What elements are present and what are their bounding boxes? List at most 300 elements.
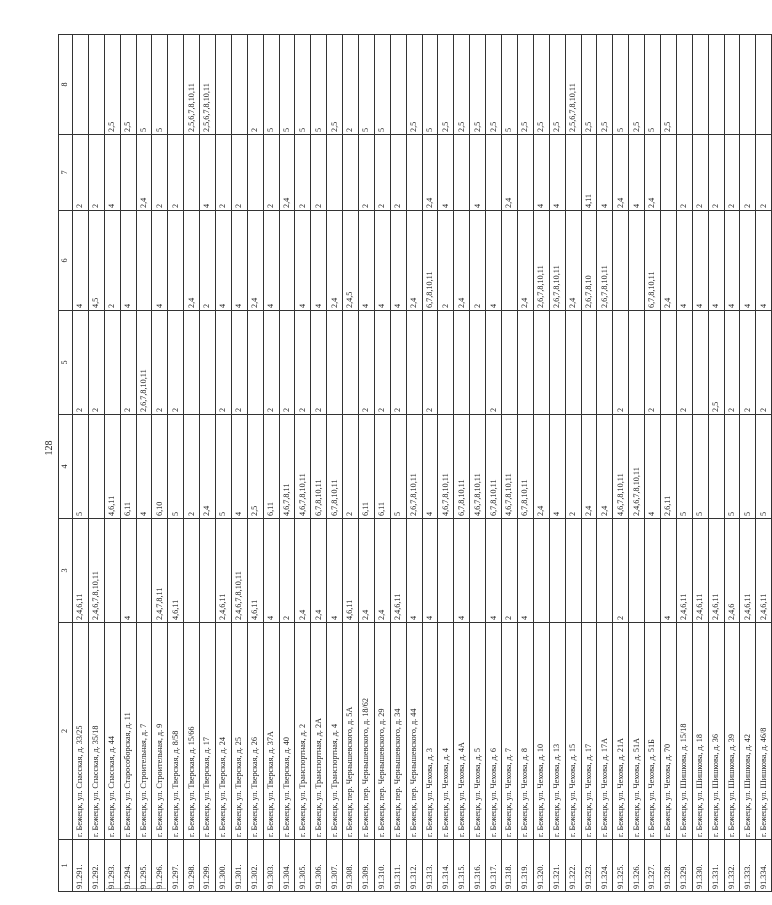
code-cell: 2,4 bbox=[374, 519, 390, 623]
code-cell bbox=[660, 135, 676, 211]
code-cell: 4,6,7,8,10,11 bbox=[613, 415, 629, 519]
code-cell: 2 bbox=[708, 135, 724, 211]
code-cell: 2,4 bbox=[359, 519, 375, 623]
code-cell: 2,5 bbox=[470, 35, 486, 135]
address-cell: г. Бежецк, ул. Шишкова, д. 42 bbox=[740, 623, 756, 840]
row-number-cell: 91.293. bbox=[104, 840, 120, 892]
row-number-cell: 91.292. bbox=[88, 840, 104, 892]
code-cell: 5 bbox=[740, 415, 756, 519]
code-cell bbox=[438, 519, 454, 623]
address-cell: г. Бежецк, ул. Чехова, д. 21А bbox=[613, 623, 629, 840]
code-cell bbox=[724, 35, 740, 135]
code-cell: 2 bbox=[613, 519, 629, 623]
code-cell: 6,7,8,10,11 bbox=[311, 415, 327, 519]
code-cell: 4 bbox=[120, 211, 136, 311]
code-cell bbox=[565, 519, 581, 623]
code-cell: 2 bbox=[756, 135, 772, 211]
address-cell: г. Бежецк, ул. Спасская, д. 33/25 bbox=[73, 623, 89, 840]
code-cell: 2 bbox=[88, 311, 104, 415]
code-cell: 2,4,6,11 bbox=[708, 519, 724, 623]
code-cell: 2,4,6,11 bbox=[756, 519, 772, 623]
row-number-cell: 91.300. bbox=[216, 840, 232, 892]
code-cell bbox=[533, 519, 549, 623]
code-cell: 2,4,6,11 bbox=[216, 519, 232, 623]
code-cell: 2 bbox=[88, 135, 104, 211]
code-cell: 6,7,8,10,11 bbox=[517, 415, 533, 519]
code-cell: 2 bbox=[231, 135, 247, 211]
code-cell bbox=[406, 135, 422, 211]
address-cell: г. Бежецк, ул. Тверская, д. 24 bbox=[216, 623, 232, 840]
code-cell: 4 bbox=[327, 519, 343, 623]
row-number-cell: 91.316. bbox=[470, 840, 486, 892]
table-row bbox=[104, 35, 120, 892]
code-cell bbox=[629, 519, 645, 623]
table-row bbox=[231, 35, 247, 892]
row-number-cell: 91.318. bbox=[502, 840, 518, 892]
code-cell: 2,4,5 bbox=[343, 211, 359, 311]
code-cell: 2 bbox=[216, 135, 232, 211]
row-number-cell: 91.327. bbox=[645, 840, 661, 892]
code-cell bbox=[740, 35, 756, 135]
code-cell: 6,10 bbox=[152, 415, 168, 519]
code-cell: 4 bbox=[231, 211, 247, 311]
code-cell: 2 bbox=[359, 135, 375, 211]
row-number-cell: 91.303. bbox=[263, 840, 279, 892]
row-number-cell: 91.331. bbox=[708, 840, 724, 892]
address-cell: г. Бежецк, ул. Чехова, д. 70 bbox=[660, 623, 676, 840]
code-cell: 2,4 bbox=[422, 135, 438, 211]
address-cell: г. Бежецк, ул. Чехова, д. 4А bbox=[454, 623, 470, 840]
code-cell bbox=[279, 211, 295, 311]
column-number-cell: 6 bbox=[59, 211, 73, 311]
table-row bbox=[629, 35, 645, 892]
code-cell bbox=[581, 311, 597, 415]
address-cell: г. Бежецк, ул. Спасская, д. 44 bbox=[104, 623, 120, 840]
address-cell: г. Бежецк, ул. Старособорская, д. 11 bbox=[120, 623, 136, 840]
code-cell: 2,5 bbox=[438, 35, 454, 135]
code-cell: 2,4 bbox=[200, 415, 216, 519]
address-cell: г. Бежецк, ул. Строительная, д. 7 bbox=[136, 623, 152, 840]
table-row bbox=[152, 35, 168, 892]
code-cell bbox=[533, 311, 549, 415]
code-cell: 2,4 bbox=[533, 415, 549, 519]
code-cell: 4,6,7,8,11 bbox=[279, 415, 295, 519]
table-row bbox=[438, 35, 454, 892]
row-number-cell: 91.329. bbox=[676, 840, 692, 892]
code-cell: 2,4 bbox=[311, 519, 327, 623]
address-cell: г. Бежецк, пер. Чернышевского, д. 5А bbox=[343, 623, 359, 840]
table-row bbox=[486, 35, 502, 892]
code-cell: 2 bbox=[279, 311, 295, 415]
row-number-cell: 91.317. bbox=[486, 840, 502, 892]
code-cell bbox=[692, 311, 708, 415]
code-cell: 5 bbox=[502, 35, 518, 135]
address-cell: г. Бежецк, ул. Чехова, д. 17А bbox=[597, 623, 613, 840]
code-cell bbox=[343, 135, 359, 211]
code-cell: 4 bbox=[104, 135, 120, 211]
code-cell: 2,5 bbox=[629, 35, 645, 135]
code-cell: 2 bbox=[740, 135, 756, 211]
code-cell: 2,4 bbox=[327, 211, 343, 311]
table-row bbox=[470, 35, 486, 892]
code-cell: 5 bbox=[152, 35, 168, 135]
code-cell: 2,4 bbox=[184, 211, 200, 311]
code-cell: 2 bbox=[216, 311, 232, 415]
table-row bbox=[533, 35, 549, 892]
code-cell: 4 bbox=[533, 135, 549, 211]
code-cell: 2 bbox=[184, 415, 200, 519]
code-cell: 6,7,8,10,11 bbox=[486, 415, 502, 519]
code-cell: 2 bbox=[200, 211, 216, 311]
code-cell bbox=[517, 311, 533, 415]
table-row bbox=[73, 35, 89, 892]
code-cell: 4 bbox=[629, 135, 645, 211]
code-cell: 2 bbox=[724, 135, 740, 211]
address-cell: г. Бежецк, пер. Чернышевского, д. 18/62 bbox=[359, 623, 375, 840]
code-cell: 4 bbox=[756, 211, 772, 311]
code-cell: 4,6,7,8,10,11 bbox=[438, 415, 454, 519]
address-cell: г. Бежецк, ул. Шишкова, д. 18 bbox=[692, 623, 708, 840]
table-row bbox=[740, 35, 756, 892]
code-cell: 4 bbox=[231, 415, 247, 519]
column-number-cell: 2 bbox=[59, 623, 73, 840]
code-cell: 4 bbox=[740, 211, 756, 311]
code-cell: 2 bbox=[104, 211, 120, 311]
code-cell bbox=[502, 211, 518, 311]
code-cell bbox=[581, 519, 597, 623]
code-cell: 4 bbox=[390, 211, 406, 311]
code-cell: 5 bbox=[390, 415, 406, 519]
table-row bbox=[597, 35, 613, 892]
code-cell: 4,11 bbox=[581, 135, 597, 211]
code-cell: 4 bbox=[549, 135, 565, 211]
code-cell bbox=[692, 35, 708, 135]
address-cell: г. Бежецк, ул. Чехова, д. 17 bbox=[581, 623, 597, 840]
code-cell: 2 bbox=[756, 311, 772, 415]
table-row bbox=[692, 35, 708, 892]
address-cell: г. Бежецк, ул. Спасская, д. 35/18 bbox=[88, 623, 104, 840]
code-cell bbox=[454, 135, 470, 211]
column-number-cell: 5 bbox=[59, 311, 73, 415]
address-cell: г. Бежецк, ул. Тверская, д. 8/58 bbox=[168, 623, 184, 840]
row-number-cell: 91.302. bbox=[247, 840, 263, 892]
code-cell: 2,5 bbox=[597, 35, 613, 135]
table-row bbox=[390, 35, 406, 892]
code-cell: 2 bbox=[343, 415, 359, 519]
address-cell: г. Бежецк, ул. Тверская, д. 26 bbox=[247, 623, 263, 840]
code-cell: 2,4,6,11 bbox=[692, 519, 708, 623]
row-number-cell: 91.313. bbox=[422, 840, 438, 892]
code-cell: 2 bbox=[374, 135, 390, 211]
code-cell: 2 bbox=[359, 311, 375, 415]
code-cell bbox=[549, 519, 565, 623]
address-cell: г. Бежецк, ул. Тверская, д. 17 bbox=[200, 623, 216, 840]
row-number-cell: 91.314. bbox=[438, 840, 454, 892]
table-row bbox=[184, 35, 200, 892]
table-row bbox=[295, 35, 311, 892]
address-cell: г. Бежецк, ул. Шишкова, д. 39 bbox=[724, 623, 740, 840]
code-cell: 6,7,8,10,11 bbox=[327, 415, 343, 519]
row-number-cell: 91.301. bbox=[231, 840, 247, 892]
row-number-cell: 91.304. bbox=[279, 840, 295, 892]
row-number-cell: 91.291. bbox=[73, 840, 89, 892]
code-cell: 2,4,6,7,8,10,11 bbox=[629, 415, 645, 519]
code-cell: 2,5,6,7,8,10,11 bbox=[200, 35, 216, 135]
code-cell bbox=[390, 35, 406, 135]
code-cell: 2 bbox=[231, 311, 247, 415]
code-cell: 6,7,8,10,11 bbox=[422, 211, 438, 311]
row-number-cell: 91.324. bbox=[597, 840, 613, 892]
code-cell bbox=[184, 519, 200, 623]
code-cell: 5 bbox=[263, 35, 279, 135]
code-cell: 2 bbox=[295, 135, 311, 211]
code-cell: 4 bbox=[263, 211, 279, 311]
code-cell: 4,6,11 bbox=[104, 415, 120, 519]
code-cell: 4 bbox=[470, 135, 486, 211]
code-cell: 2,5 bbox=[247, 415, 263, 519]
code-cell: 5 bbox=[724, 415, 740, 519]
code-cell: 5 bbox=[311, 35, 327, 135]
code-cell: 4 bbox=[263, 519, 279, 623]
row-number-cell: 91.330. bbox=[692, 840, 708, 892]
code-cell: 2 bbox=[692, 135, 708, 211]
address-cell: г. Бежецк, ул. Тверская, д. 37А bbox=[263, 623, 279, 840]
code-cell: 5 bbox=[613, 35, 629, 135]
code-cell: 2 bbox=[263, 135, 279, 211]
code-cell: 2,4 bbox=[295, 519, 311, 623]
table-row bbox=[724, 35, 740, 892]
row-number-cell: 91.307. bbox=[327, 840, 343, 892]
address-cell: г. Бежецк, ул. Чехова, д. 10 bbox=[533, 623, 549, 840]
row-number-cell: 91.312. bbox=[406, 840, 422, 892]
code-cell: 2 bbox=[645, 311, 661, 415]
code-cell: 5 bbox=[359, 35, 375, 135]
table-row bbox=[311, 35, 327, 892]
code-cell: 4 bbox=[676, 211, 692, 311]
code-cell bbox=[184, 135, 200, 211]
code-cell: 2,6,7,8,10,11 bbox=[549, 211, 565, 311]
code-cell bbox=[486, 135, 502, 211]
address-cell: г. Бежецк, ул. Чехова, д. 3 bbox=[422, 623, 438, 840]
code-cell: 4 bbox=[517, 519, 533, 623]
code-cell bbox=[247, 311, 263, 415]
address-cell: г. Бежецк, ул. Шишкова, д. 46/8 bbox=[756, 623, 772, 840]
code-cell: 2,5 bbox=[533, 35, 549, 135]
code-cell bbox=[168, 35, 184, 135]
code-cell: 2,4 bbox=[517, 211, 533, 311]
code-cell: 4,5 bbox=[88, 211, 104, 311]
address-cell: г. Бежецк, ул. Чехова, д. 8 bbox=[517, 623, 533, 840]
address-cell: г. Бежецк, пер. Чернышевского, д. 34 bbox=[390, 623, 406, 840]
table-row bbox=[216, 35, 232, 892]
table-row bbox=[374, 35, 390, 892]
code-cell: 4 bbox=[645, 415, 661, 519]
code-cell: 4 bbox=[422, 415, 438, 519]
table-body bbox=[73, 35, 772, 892]
code-cell: 6,11 bbox=[120, 415, 136, 519]
page-number: 128 bbox=[44, 440, 55, 456]
code-cell: 2 bbox=[295, 311, 311, 415]
code-cell: 5 bbox=[136, 35, 152, 135]
code-cell: 5 bbox=[216, 415, 232, 519]
code-cell: 2,4,6,11 bbox=[740, 519, 756, 623]
code-cell: 4 bbox=[73, 211, 89, 311]
address-cell: г. Бежецк, ул. Чехова, д. 13 bbox=[549, 623, 565, 840]
code-cell bbox=[438, 311, 454, 415]
code-cell: 2,4 bbox=[597, 415, 613, 519]
row-number-cell: 91.315. bbox=[454, 840, 470, 892]
code-cell: 2 bbox=[263, 311, 279, 415]
code-cell: 4 bbox=[597, 135, 613, 211]
code-cell: 4 bbox=[359, 211, 375, 311]
column-number-cell: 3 bbox=[59, 519, 73, 623]
code-cell: 4 bbox=[724, 211, 740, 311]
code-cell bbox=[708, 415, 724, 519]
code-cell bbox=[565, 311, 581, 415]
code-cell: 5 bbox=[645, 35, 661, 135]
row-number-cell: 91.319. bbox=[517, 840, 533, 892]
row-number-cell: 91.325. bbox=[613, 840, 629, 892]
code-cell: 4 bbox=[136, 415, 152, 519]
code-cell bbox=[470, 519, 486, 623]
code-cell: 2 bbox=[565, 415, 581, 519]
code-cell: 2,5 bbox=[406, 35, 422, 135]
address-table bbox=[58, 34, 772, 892]
code-cell: 4 bbox=[486, 519, 502, 623]
code-cell bbox=[756, 35, 772, 135]
code-cell bbox=[327, 135, 343, 211]
code-cell: 5 bbox=[692, 415, 708, 519]
code-cell: 2 bbox=[311, 311, 327, 415]
code-cell: 4 bbox=[216, 211, 232, 311]
code-cell: 2 bbox=[311, 135, 327, 211]
code-cell: 4 bbox=[120, 519, 136, 623]
code-cell bbox=[104, 311, 120, 415]
code-cell: 2 bbox=[120, 311, 136, 415]
code-cell: 2 bbox=[422, 311, 438, 415]
code-cell: 2,4 bbox=[660, 211, 676, 311]
code-cell: 2,4 bbox=[565, 211, 581, 311]
code-cell: 2,6,7,8,10 bbox=[581, 211, 597, 311]
code-cell bbox=[88, 35, 104, 135]
code-cell bbox=[247, 135, 263, 211]
code-cell: 2,4 bbox=[279, 135, 295, 211]
row-number-cell: 91.308. bbox=[343, 840, 359, 892]
address-cell: г. Бежецк, пер. Чернышевского, д. 29 bbox=[374, 623, 390, 840]
column-number-cell: 4 bbox=[59, 415, 73, 519]
table-row bbox=[279, 35, 295, 892]
column-number-row bbox=[59, 35, 73, 892]
code-cell: 2,5,6,7,8,10,11 bbox=[184, 35, 200, 135]
code-cell bbox=[73, 35, 89, 135]
address-cell: г. Бежецк, ул. Чехова, д. 51Б bbox=[645, 623, 661, 840]
code-cell: 4 bbox=[152, 211, 168, 311]
code-cell: 2,5 bbox=[708, 311, 724, 415]
code-cell: 2,4 bbox=[406, 211, 422, 311]
row-number-cell: 91.333. bbox=[740, 840, 756, 892]
code-cell bbox=[120, 135, 136, 211]
code-cell: 2 bbox=[724, 311, 740, 415]
row-number-cell: 91.306. bbox=[311, 840, 327, 892]
table-row bbox=[517, 35, 533, 892]
code-cell: 2,4 bbox=[454, 211, 470, 311]
code-cell: 2 bbox=[168, 311, 184, 415]
row-number-cell: 91.298. bbox=[184, 840, 200, 892]
code-cell: 5 bbox=[756, 415, 772, 519]
code-cell bbox=[406, 311, 422, 415]
address-cell: г. Бежецк, ул. Шишкова, д. 15/18 bbox=[676, 623, 692, 840]
table-row bbox=[613, 35, 629, 892]
code-cell: 2,4,6,11 bbox=[73, 519, 89, 623]
code-cell: 6,11 bbox=[263, 415, 279, 519]
code-cell: 4 bbox=[692, 211, 708, 311]
code-cell bbox=[708, 35, 724, 135]
table-row bbox=[565, 35, 581, 892]
code-cell: 2,5 bbox=[581, 35, 597, 135]
table-row bbox=[756, 35, 772, 892]
row-number-cell: 91.296. bbox=[152, 840, 168, 892]
code-cell: 2 bbox=[73, 135, 89, 211]
table-row bbox=[263, 35, 279, 892]
code-cell bbox=[200, 519, 216, 623]
table-row bbox=[581, 35, 597, 892]
code-cell: 4 bbox=[660, 519, 676, 623]
code-cell bbox=[216, 35, 232, 135]
code-cell: 2,4,6,7,8,10,11 bbox=[231, 519, 247, 623]
code-cell: 4,6,11 bbox=[343, 519, 359, 623]
table-row bbox=[200, 35, 216, 892]
row-number-cell: 91.320. bbox=[533, 840, 549, 892]
row-number-cell: 91.322. bbox=[565, 840, 581, 892]
row-number-cell: 91.299. bbox=[200, 840, 216, 892]
code-cell: 4 bbox=[708, 211, 724, 311]
code-cell: 4 bbox=[422, 519, 438, 623]
code-cell: 2 bbox=[152, 135, 168, 211]
code-cell bbox=[549, 311, 565, 415]
code-cell: 2 bbox=[486, 311, 502, 415]
table-row bbox=[406, 35, 422, 892]
code-cell bbox=[629, 311, 645, 415]
code-cell: 2,4 bbox=[502, 135, 518, 211]
code-cell: 4,6,11 bbox=[247, 519, 263, 623]
address-table-rotated bbox=[58, 35, 768, 892]
code-cell: 4,6,11 bbox=[168, 519, 184, 623]
code-cell bbox=[168, 211, 184, 311]
table-row bbox=[88, 35, 104, 892]
row-number-cell: 91.326. bbox=[629, 840, 645, 892]
code-cell: 2 bbox=[279, 519, 295, 623]
code-cell: 2,4 bbox=[247, 211, 263, 311]
address-cell: г. Бежецк, ул. Строительная, д. 9 bbox=[152, 623, 168, 840]
address-cell: г. Бежецк, ул. Тверская, д. 15/66 bbox=[184, 623, 200, 840]
table-row bbox=[422, 35, 438, 892]
column-number-cell: 1 bbox=[59, 840, 73, 892]
code-cell: 2 bbox=[502, 519, 518, 623]
code-cell bbox=[629, 211, 645, 311]
code-cell: 2,4 bbox=[645, 135, 661, 211]
code-cell: 4 bbox=[406, 519, 422, 623]
code-cell: 2,4,7,8,11 bbox=[152, 519, 168, 623]
address-cell: г. Бежецк, ул. Чехова, д. 6 bbox=[486, 623, 502, 840]
row-number-cell: 91.294. bbox=[120, 840, 136, 892]
code-cell bbox=[88, 415, 104, 519]
code-cell: 2,6,7,8,10,11 bbox=[533, 211, 549, 311]
address-cell: г. Бежецк, ул. Тверская, д. 25 bbox=[231, 623, 247, 840]
code-cell bbox=[470, 311, 486, 415]
code-cell bbox=[645, 519, 661, 623]
code-cell: 2,4,6,11 bbox=[390, 519, 406, 623]
code-cell: 2 bbox=[168, 135, 184, 211]
